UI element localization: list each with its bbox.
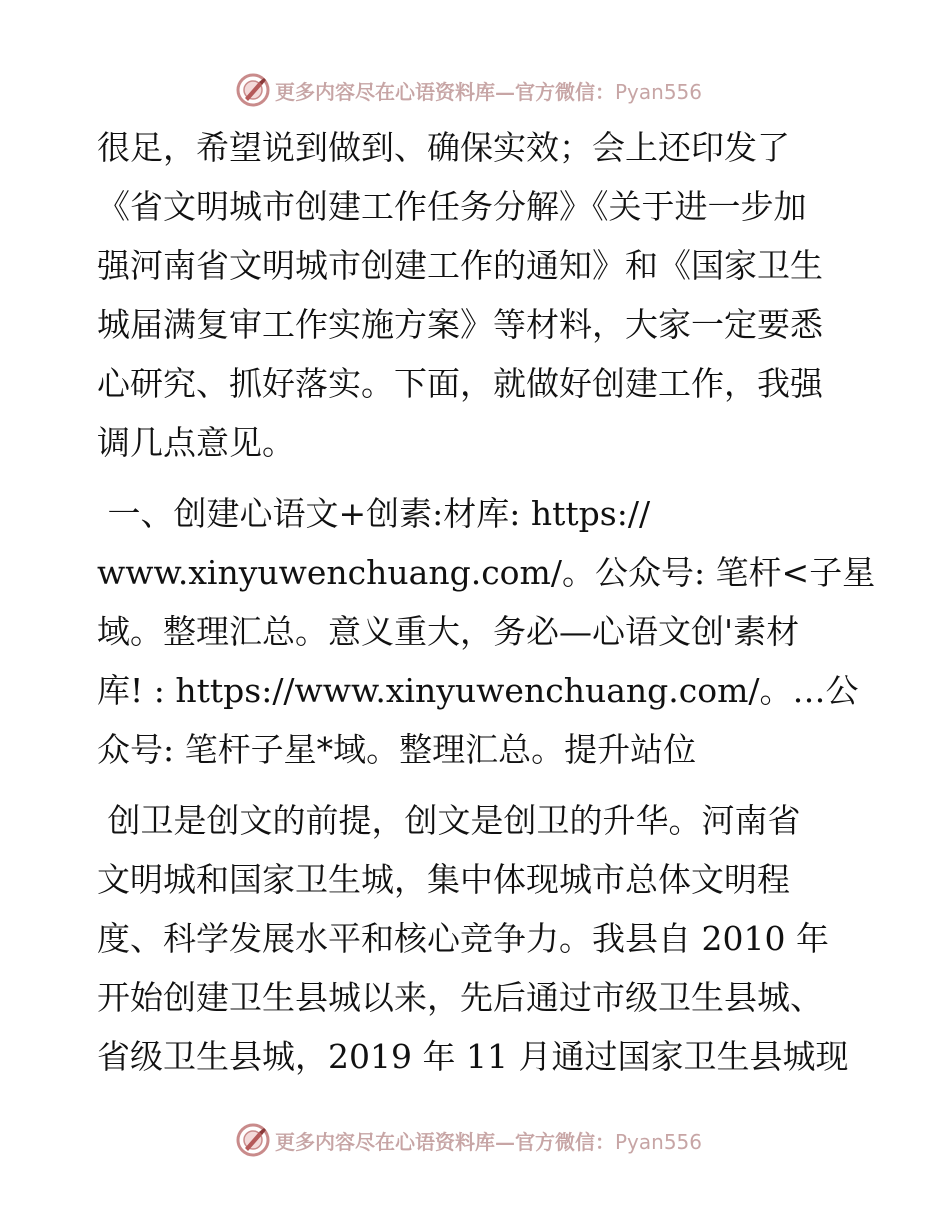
watermark-dash: — bbox=[495, 79, 515, 104]
paragraph-1 bbox=[97, 118, 857, 472]
document-body bbox=[97, 118, 876, 1086]
text-line: 很足，希望说到做到、确保实效；会上还印发了 bbox=[97, 128, 790, 167]
text-line: 调几点意见。 bbox=[97, 423, 295, 462]
paragraph-3 bbox=[97, 791, 857, 1086]
logo-icon bbox=[235, 1122, 271, 1158]
paragraph-gap bbox=[97, 472, 857, 484]
text-line: 创卫是创文的前提，创文是创卫的升华。河南省 bbox=[97, 801, 801, 840]
text-line: 库! : https://www.xinyuwenchuang.com/。…公 bbox=[97, 671, 859, 710]
text-line: 开始创建卫生县城以来，先后通过市级卫生县城、 bbox=[97, 978, 823, 1017]
text-line: 域。整理汇总。意义重大，务必—心语文创'素材 bbox=[97, 612, 800, 651]
text-line: 文明城和国家卫生城，集中体现城市总体文明程 bbox=[97, 860, 790, 899]
text-line: 众号: 笔杆子星*域。整理汇总。提升站位 bbox=[97, 730, 697, 769]
watermark-footer bbox=[235, 1120, 715, 1160]
watermark-handle: Pyan556 bbox=[615, 1129, 703, 1154]
watermark-text bbox=[275, 76, 702, 105]
watermark-title: 更多内容尽在心语资料库 bbox=[275, 1129, 495, 1154]
paragraph-2 bbox=[97, 484, 876, 779]
text-line: 心研究、抓好落实。下面，就做好创建工作，我强 bbox=[97, 364, 823, 403]
text-line: 度、科学发展水平和核心竞争力。我县自 2010 年 bbox=[97, 919, 829, 958]
watermark-dash: — bbox=[495, 1129, 515, 1154]
text-line: 城届满复审工作实施方案》等材料，大家一定要悉 bbox=[97, 305, 823, 344]
text-line: 一、创建心语文+创素:材库: https:// bbox=[97, 494, 651, 533]
text-line: 省级卫生县城，2019 年 11 月通过国家卫生县城现 bbox=[97, 1037, 849, 1076]
watermark-label: 官方微信： bbox=[515, 79, 615, 104]
logo-icon bbox=[235, 72, 271, 108]
watermark-text bbox=[275, 1126, 702, 1155]
paragraph-gap bbox=[97, 779, 857, 791]
watermark-title: 更多内容尽在心语资料库 bbox=[275, 79, 495, 104]
text-line: www.xinyuwenchuang.com/。公众号: 笔杆<子星 bbox=[97, 553, 876, 592]
watermark-header bbox=[235, 70, 715, 110]
text-line: 《省文明城市创建工作任务分解》《关于进一步加 bbox=[97, 187, 807, 226]
text-line: 强河南省文明城市创建工作的通知》和《国家卫生 bbox=[97, 246, 823, 285]
watermark-label: 官方微信： bbox=[515, 1129, 615, 1154]
watermark-handle: Pyan556 bbox=[615, 79, 703, 104]
